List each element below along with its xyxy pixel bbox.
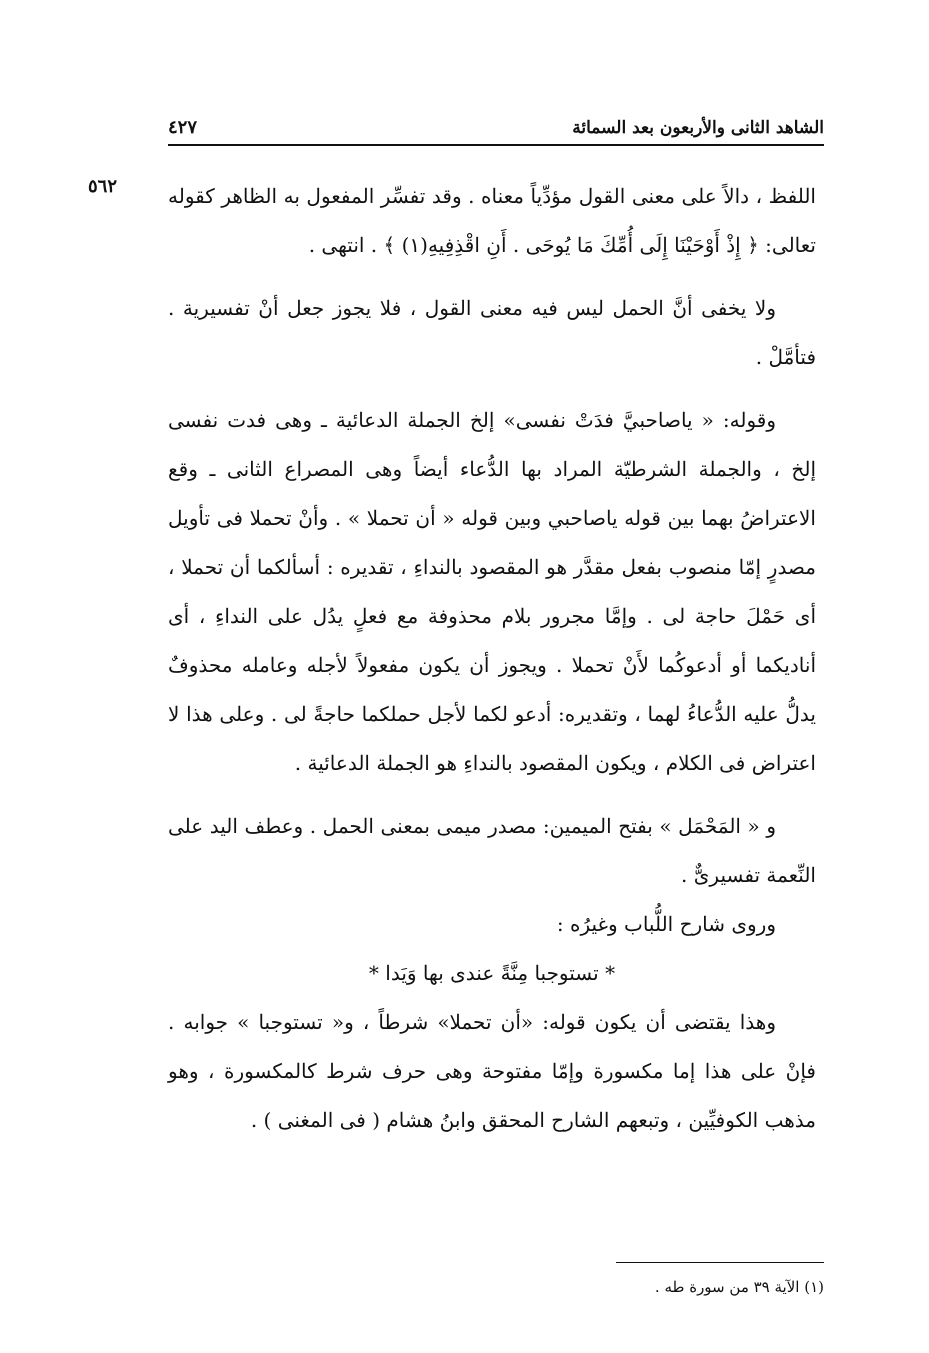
paragraph: ولا يخفى أنَّ الحمل ليس فيه معنى القول ، فلا يجوز جعل أنْ تفسيرية . فتأمَّلْ . (168, 296, 816, 369)
page-header (168, 108, 824, 146)
paragraph: اللفظ ، دالاً على معنى القول مؤدِّياً معناه . وقد تفسِّر المفعول به الظاهر كقوله تعالى: ﴿ إِذْ أَوْحَيْنَا إِلَى أُمِّكَ مَا يُوحَى . أَنِ اقْذِفِيهِ(١) ﴾ . انتهى . (168, 184, 816, 257)
footnote: (١) الآية ٣٩ من سورة طه . (654, 1278, 824, 1296)
margin-reference-number: ٥٦٢ (88, 176, 118, 197)
paragraph: وروى شارح اللُّباب وغيرُه : (556, 912, 776, 936)
page-number: ٤٢٧ (168, 117, 198, 138)
running-title: الشاهد الثانى والأربعون بعد السمائة (572, 118, 824, 138)
main-text (168, 172, 816, 1145)
footnote-divider (616, 1262, 824, 1263)
paragraph: و « المَحْمَل » بفتح الميمين: مصدر ميمى بمعنى الحمل . وعطف اليد على النِّعمة تفسيرىٌّ . (168, 814, 816, 887)
paragraph: وقوله: « ياصاحبيَّ فدَتْ نفسى» إلخ الجملة الدعائية ـ وهى فدت نفسى إلخ ، والجملة الشرطيّة المراد بها الدُّعاء أيضاً وهى المصراع الثانى ـ وقع الاعتراضُ بهما بين قوله ياصاحبي وبين قوله « أن تحملا » . وأنْ تحملا فى تأويل مصدرٍ إمّا منصوب بفعل مقدَّر هو المقصود بالنداءِ ، تقديره : أسألكما أن تحملا ، أى حَمْلَ حاجة لى . وإمَّا مجرور بلام محذوفة مع فعلٍ يدُل على النداءِ ، أى أناديكما أو أدعوكُما لأَنْ تحملا . ويجوز أن يكون مفعولاً لأجله وعامله محذوفٌ يدلُّ عليه الدُّعاءُ لهما ، وتقديره: أدعو لكما لأجل حملكما حاجةً لى . وعلى هذا لا اعتراض فى الكلام ، ويكون المقصود بالنداءِ هو الجملة الدعائية . (168, 408, 817, 775)
poetry-verse: * تستوجبا مِنَّةً عندى بها وَيَدا * (368, 961, 616, 985)
paragraph: وهذا يقتضى أن يكون قوله: «أن تحملا» شرطاً ، و« تستوجبا » جوابه . فإنْ على هذا إما مكسورة وإمّا مفتوحة وهى حرف شرط كالمكسورة ، وهو مذهب الكوفيِّين ، وتبعهم الشارح المحقق وابنُ هشام ( فى المغنى ) . (168, 1010, 816, 1132)
